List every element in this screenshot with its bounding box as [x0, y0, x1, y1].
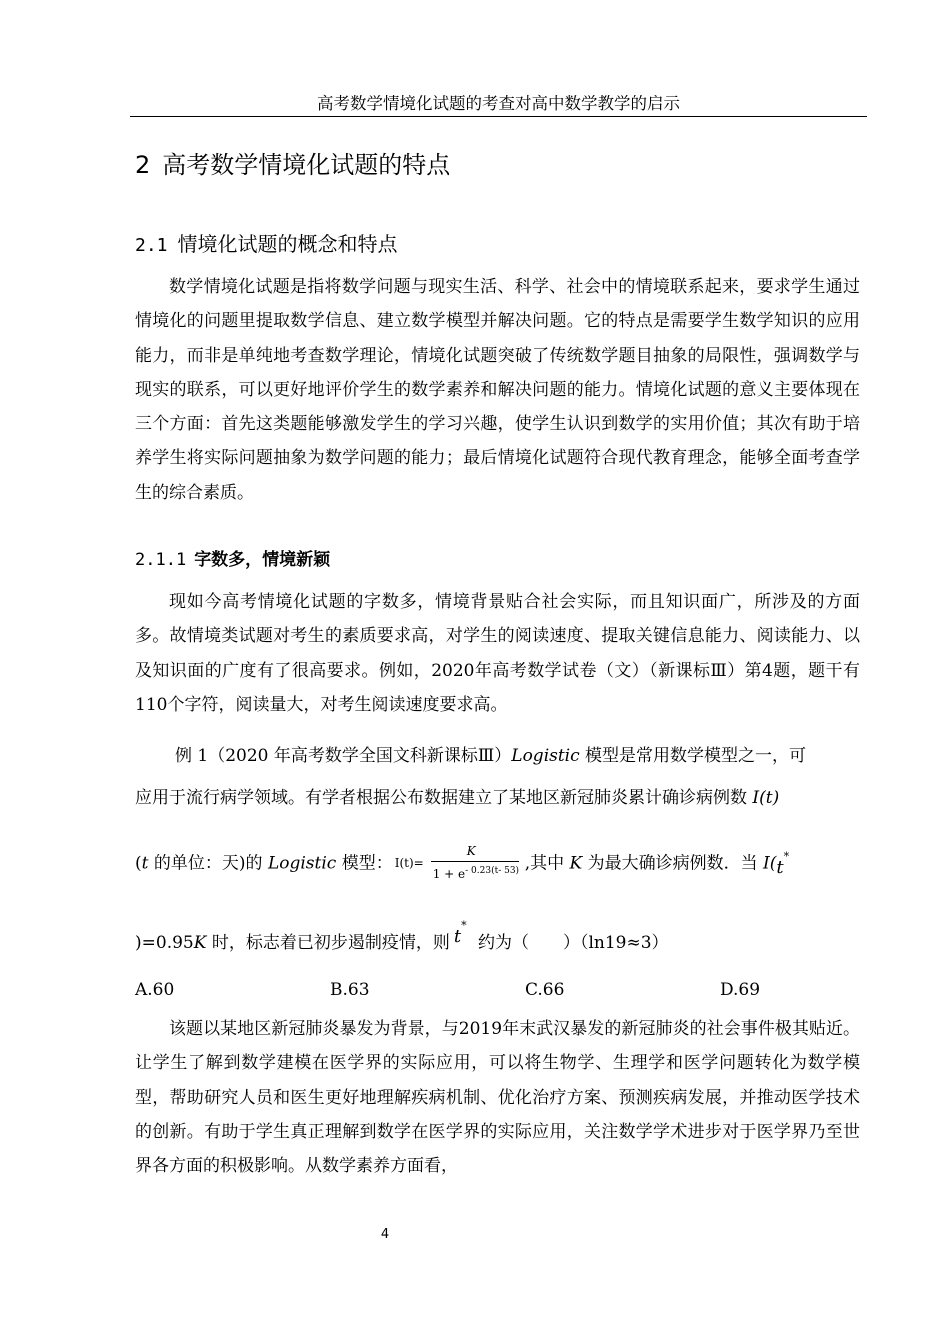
- formula-lhs: I(t)=: [394, 856, 424, 870]
- subsubsection-heading: [135, 548, 330, 572]
- condition-text: )=0.95: [135, 933, 194, 953]
- subsection-number: 2.1: [135, 235, 168, 256]
- option-c: C.66: [525, 980, 565, 1000]
- subsection-title: 情境化试题的概念和特点: [177, 232, 398, 256]
- subsection-heading: [135, 231, 398, 259]
- denominator-base: 1 + e: [432, 867, 466, 881]
- t-star-sup: *: [783, 849, 790, 863]
- example-line-4: [135, 919, 860, 955]
- function-i-open: I(: [763, 853, 777, 874]
- model-label: 模型：: [336, 853, 393, 874]
- formula-numerator: K: [466, 844, 476, 858]
- example-context: 应用于流行病学领域。有学者根据公布数据建立了某地区新冠肺炎累计确诊病例数: [135, 788, 753, 808]
- paragraph-word-count: 现如今高考情境化试题的字数多，情境背景贴合社会实际，而且知识面广，所涉及的方面多。故情境类试题对考生的素质要求高，对学生的阅读速度、提取关键信息能力、阅读能力、以及知识面的广度有了很高要求。例如，2020年高考数学试卷（文）（新课标Ⅲ）第4题，题干有110个字符，阅读量大，对考生阅读速度要求高。: [135, 592, 860, 715]
- logistic-formula: [395, 846, 523, 882]
- max-cases-text: 为最大确诊病例数．当: [582, 853, 764, 874]
- section-title: 高考数学情境化试题的特点: [162, 151, 451, 179]
- question-tail: 约为（ ）（ln19≈3）: [472, 933, 669, 953]
- option-d: D.69: [720, 980, 761, 1000]
- running-header: 高考数学情境化试题的考查对高中数学教学的启示: [317, 94, 680, 113]
- example-line-2: [135, 786, 860, 810]
- example-line-3: [135, 846, 860, 882]
- example-line-1: [175, 744, 900, 768]
- paragraph-analysis: 该题以某地区新冠肺炎暴发为背景，与2019年末武汉暴发的新冠肺炎的社会事件极其贴近。让学生了解到数学建模在医学界的实际应用，可以将生物学、生理学和医学问题转化为数学模型，帮助研究人员和医生更好地理解疾病机制、优化治疗方案、预测疾病发展，并推动医学技术的创新。有助于学生真正理解到数学在医学界的实际应用，关注数学学术进步对于医学界乃至世界各方面的积极影响。从数学素养方面看，: [135, 1019, 860, 1177]
- t-star-2-base: t: [453, 926, 462, 947]
- function-i-of-t: I(t): [752, 788, 780, 808]
- example-intro: 例 1（2020 年高考数学全国文科新课标Ⅲ）: [175, 746, 512, 766]
- variable-k: K: [569, 853, 583, 874]
- option-a: A.60: [135, 980, 175, 1000]
- where-text: ,其中: [524, 853, 570, 874]
- option-b: B.63: [330, 980, 370, 1000]
- subsubsection-title: 字数多，情境新颖: [194, 550, 331, 570]
- condition-tail: 时，标志着已初步遏制疫情，则: [206, 933, 450, 953]
- t-star: [776, 851, 789, 880]
- subsubsection-number: 2.1.1: [135, 550, 187, 570]
- variable-t: t: [141, 853, 149, 874]
- section-number: 2: [135, 151, 151, 179]
- variable-k-2: K: [193, 933, 207, 953]
- section-heading: [135, 150, 450, 180]
- t-star-base: t: [776, 856, 784, 878]
- header-rule: [130, 116, 867, 117]
- paren-open: (: [135, 853, 142, 874]
- page-number: 4: [380, 1227, 390, 1242]
- unit-text: 的单位：天)的: [148, 853, 268, 874]
- t-star-2: [454, 920, 467, 949]
- formula-exponent: - 0.23(t- 53): [465, 866, 520, 876]
- fraction-bar: [431, 861, 519, 862]
- paragraph-definition: 数学情境化试题是指将数学问题与现实生活、科学、社会中的情境联系起来，要求学生通过情境化的问题里提取数学信息、建立数学模型并解决问题。它的特点是需要学生数学知识的应用能力，而非是单纯地考查数学理论，情境化试题突破了传统数学题目抽象的局限性，强调数学与现实的联系，可以更好地评价学生的数学素养和解决问题的能力。情境化试题的意义主要体现在三个方面：首先这类题能够激发学生的学习兴趣，使学生认识到数学的实用价值；其次有助于培养学生将实际问题抽象为数学问题的能力；最后情境化试题符合现代教育理念，能够全面考查学生的综合素质。: [135, 277, 860, 503]
- example-intro-tail: 模型是常用数学模型之一，可: [579, 746, 807, 766]
- t-star-2-sup: *: [461, 919, 467, 932]
- formula-denominator: [433, 864, 519, 881]
- logistic-term: Logistic: [511, 746, 580, 766]
- logistic-term-2: Logistic: [267, 853, 337, 874]
